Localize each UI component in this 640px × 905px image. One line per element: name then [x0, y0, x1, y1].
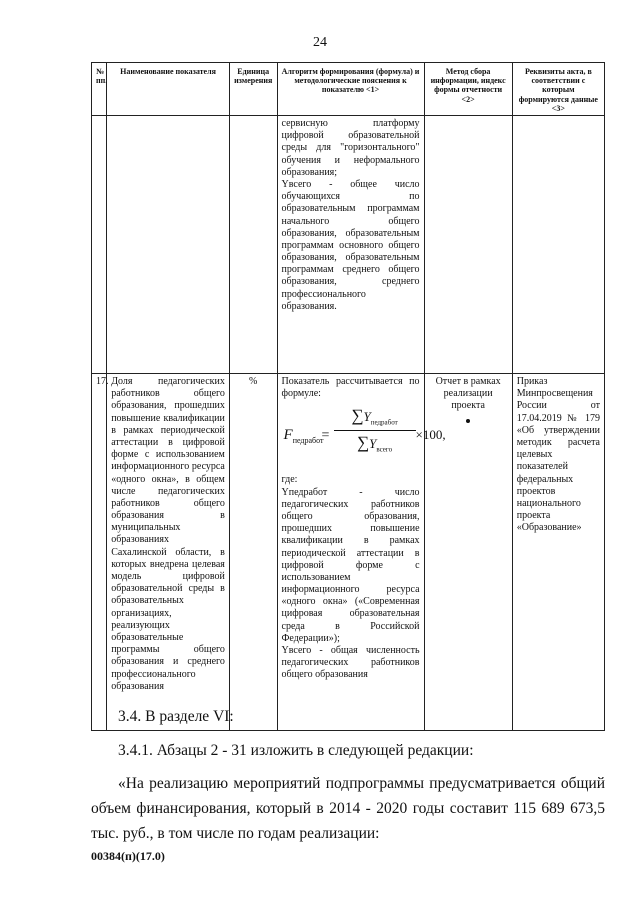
paragraph-subsection: 3.4.1. Абзацы 2 - 31 изложить в следующей редакции:	[118, 742, 474, 759]
formula-fraction	[334, 406, 416, 453]
formula	[282, 406, 446, 468]
table-row	[92, 374, 605, 731]
formula-denominator: $\sum Y_{всего}$	[356, 432, 393, 454]
footer-code: 00384(п)(17.0)	[91, 849, 165, 863]
formula-numerator: $\sum Y_{педработ}$	[334, 406, 416, 430]
header-act: Реквизиты акта, в соответствии с которым формируются данные <3>	[512, 63, 604, 116]
algorithm-text: Yвсего - общая численность педагогических работников общего образования	[281, 645, 420, 681]
table-cell	[107, 116, 230, 374]
algorithm-text: Yпедработ - число педагогических работников общего образования, прошедших повышение квалификации в рамках периодической аттестации в цифровой форме с использованием информационного ресурса «одного окна» («Современная цифровая образовательная среда в Российской Федерации»);	[281, 486, 420, 644]
algorithm-cell	[277, 116, 424, 374]
table-row	[92, 116, 605, 374]
algorithm-text: сервисную платформу цифровой образовательной среды для "горизонтального" обучения и неформального образования;	[281, 118, 420, 178]
header-unit: Единица измерения	[229, 63, 277, 116]
table-header-row	[92, 63, 605, 116]
row-number: 17.	[92, 374, 107, 731]
algorithm-where: где:	[281, 474, 298, 486]
ink-dot	[466, 419, 470, 423]
unit: %	[229, 374, 277, 731]
table-cell	[229, 116, 277, 374]
formula-lhs: $F_{педработ}$	[283, 427, 324, 446]
header-method: Метод сбора информации, индекс формы отчетности <2>	[424, 63, 512, 116]
header-algorithm: Алгоритм формирования (формула) и методологические пояснения к показателю <1>	[277, 63, 424, 116]
method-text: Отчет в рамках реализации проекта	[435, 376, 501, 412]
formula-equals: =	[321, 428, 330, 444]
header-number: № пп.	[92, 63, 107, 116]
indicators-table	[91, 62, 605, 731]
act-cell: Приказ Минпросвещения России от 17.04.2019 № 179 «Об утверждении методик расчета целевых показателей федеральных проектов национального проекта «Образование»	[512, 374, 604, 731]
table-cell	[424, 116, 512, 374]
formula-multiplier: ×100,	[415, 427, 446, 443]
table-cell	[92, 116, 107, 374]
paragraph-section-6: 3.4. В разделе VI:	[118, 708, 234, 725]
indicator-name: Доля педагогических работников общего образования, прошедших повышение квалификации в рамках периодической аттестации в цифровой форме с использованием информационного ресурса «одного окна», в общем числе педагогических работников общего образования в муниципальных образованиях Сахалинской области, в которых внедрена целевая модель цифровой образовательной среды в образовательных организациях, реализующих образовательные программы общего образования и среднего профессионального образования	[107, 374, 230, 731]
algorithm-cell	[277, 374, 446, 731]
page-number: 24	[313, 35, 327, 50]
algorithm-intro: Показатель рассчитывается по формуле:	[281, 376, 420, 400]
table-cell	[512, 116, 604, 374]
algorithm-text: Yвсего - общее число обучающихся по образовательным программам начального общего образования, образовательным программам основного общего образования, образовательным программам среднего общего образования, среднего профессионального образования.	[281, 178, 420, 312]
header-indicator-name: Наименование показателя	[107, 63, 230, 116]
paragraph-financing: «На реализацию мероприятий подпрограммы предусматривается общий объем финансирования, который в 2014 - 2020 годы составит 115 689 673,5 тыс. руб., в том числе по годам реализации:	[91, 775, 605, 842]
